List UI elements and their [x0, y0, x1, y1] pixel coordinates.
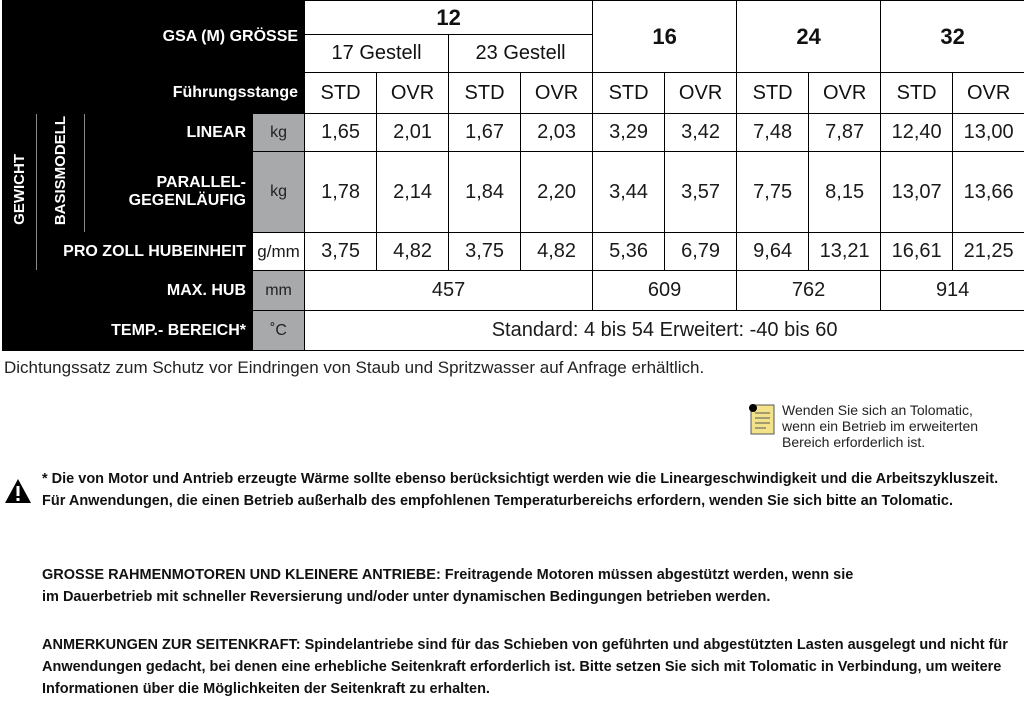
table-cell: 4,82 [377, 233, 449, 271]
table-cell: 12,40 [881, 114, 953, 152]
rod-type: STD [881, 73, 953, 114]
table-cell: 21,25 [953, 233, 1024, 271]
temp-unit: ˚C [253, 311, 305, 351]
table-cell: 1,78 [305, 152, 377, 233]
table-cell: 2,14 [377, 152, 449, 233]
table-cell: 4,82 [521, 233, 593, 271]
rod-type: OVR [377, 73, 449, 114]
side-load-note: ANMERKUNGEN ZUR SEITENKRAFT: Spindelantriebe sind für das Schieben von geführten und abgestützten Lasten ausgelegt und nicht für Anwendungen gedacht, bei denen eine erhebliche Seitenkraft erforderlich ist. Bitte setzen Sie sich mit Tolomatic in Verbindung, um weitere Informationen über die Möglichkeiten der Seitenkraft zu erhalten. [42, 637, 1008, 697]
table-cell: 16,61 [881, 233, 953, 271]
table-cell: 13,21 [809, 233, 881, 271]
table-cell: 13,07 [881, 152, 953, 233]
table-cell: 3,57 [665, 152, 737, 233]
temp-label: TEMP.- BEREICH* [3, 311, 253, 351]
table-cell: 7,75 [737, 152, 809, 233]
size-12: 12 [305, 1, 593, 35]
size-32: 32 [881, 1, 1024, 73]
table-cell: 3,42 [665, 114, 737, 152]
frame-23: 23 Gestell [449, 35, 593, 73]
table-cell: 762 [737, 271, 881, 311]
size-16: 16 [593, 1, 737, 73]
weight-side-label: GEWICHT [3, 114, 37, 271]
rod-type: OVR [953, 73, 1024, 114]
max-stroke-label: MAX. HUB [3, 271, 253, 311]
table-cell: 914 [881, 271, 1024, 311]
contact-note-text: Wenden Sie sich an Tolomatic, wenn ein Betrieb im erweiterten Bereich erforderlich ist. [782, 402, 979, 450]
max-stroke-unit: mm [253, 271, 305, 311]
rod-type: OVR [809, 73, 881, 114]
table-cell: 1,84 [449, 152, 521, 233]
rod-type: STD [449, 73, 521, 114]
table-cell: 3,75 [449, 233, 521, 271]
table-cell: 2,01 [377, 114, 449, 152]
table-cell: 8,15 [809, 152, 881, 233]
rod-type: STD [737, 73, 809, 114]
table-cell: 1,67 [449, 114, 521, 152]
table-cell: 13,66 [953, 152, 1024, 233]
seal-note: Dichtungssatz zum Schutz vor Eindringen von Staub und Spritzwasser auf Anfrage erhältlich. [4, 358, 705, 377]
temp-value: Standard: 4 bis 54 Erweitert: -40 bis 60 [305, 311, 1024, 351]
base-model-side-label: BASISMODELL [37, 114, 85, 233]
per-inch-label: PRO ZOLL HUBEINHEIT [37, 233, 253, 271]
parallel-unit: kg [253, 152, 305, 233]
table-cell: 1,65 [305, 114, 377, 152]
table-cell: 2,20 [521, 152, 593, 233]
rod-type: STD [593, 73, 665, 114]
size-24: 24 [737, 1, 881, 73]
parallel-label: PARALLEL- GEGENLÄUFIG [85, 152, 253, 233]
table-cell: 5,36 [593, 233, 665, 271]
table-cell: 2,03 [521, 114, 593, 152]
table-cell: 3,44 [593, 152, 665, 233]
table-cell: 7,87 [809, 114, 881, 152]
linear-label: LINEAR [85, 114, 253, 152]
table-cell: 3,29 [593, 114, 665, 152]
table-cell: 13,00 [953, 114, 1024, 152]
frame-17: 17 Gestell [305, 35, 449, 73]
table-cell: 457 [305, 271, 593, 311]
table-cell: 3,75 [305, 233, 377, 271]
size-label: GSA (M) GRÖSSE [3, 1, 305, 73]
spec-table [2, 0, 1024, 351]
rod-type: OVR [521, 73, 593, 114]
warning-icon [4, 478, 32, 509]
rod-type: STD [305, 73, 377, 114]
linear-unit: kg [253, 114, 305, 152]
per-inch-unit: g/mm [253, 233, 305, 271]
table-cell: 6,79 [665, 233, 737, 271]
heat-note: * Die von Motor und Antrieb erzeugte Wärme sollte ebenso berücksichtigt werden wie die Lineargeschwindigkeit und die Arbeitszykluszeit. Für Anwendungen, die einen Betrieb außerhalb des empfohlenen Temperaturbereichs erfordern, wenden Sie sich bitte an Tolomatic. [42, 471, 999, 509]
note-icon [748, 402, 776, 441]
motors-note: GROSSE RAHMENMOTOREN UND KLEINERE ANTRIEBE: Freitragende Motoren müssen abgestützt werden, wenn sie im Dauerbetrieb mit schneller Reversierung und/oder unter dynamischen Bedingungen betrieben werden. [42, 567, 854, 605]
table-cell: 609 [593, 271, 737, 311]
table-cell: 9,64 [737, 233, 809, 271]
rod-type: OVR [665, 73, 737, 114]
rod-label: Führungsstange [3, 73, 305, 114]
table-cell: 7,48 [737, 114, 809, 152]
